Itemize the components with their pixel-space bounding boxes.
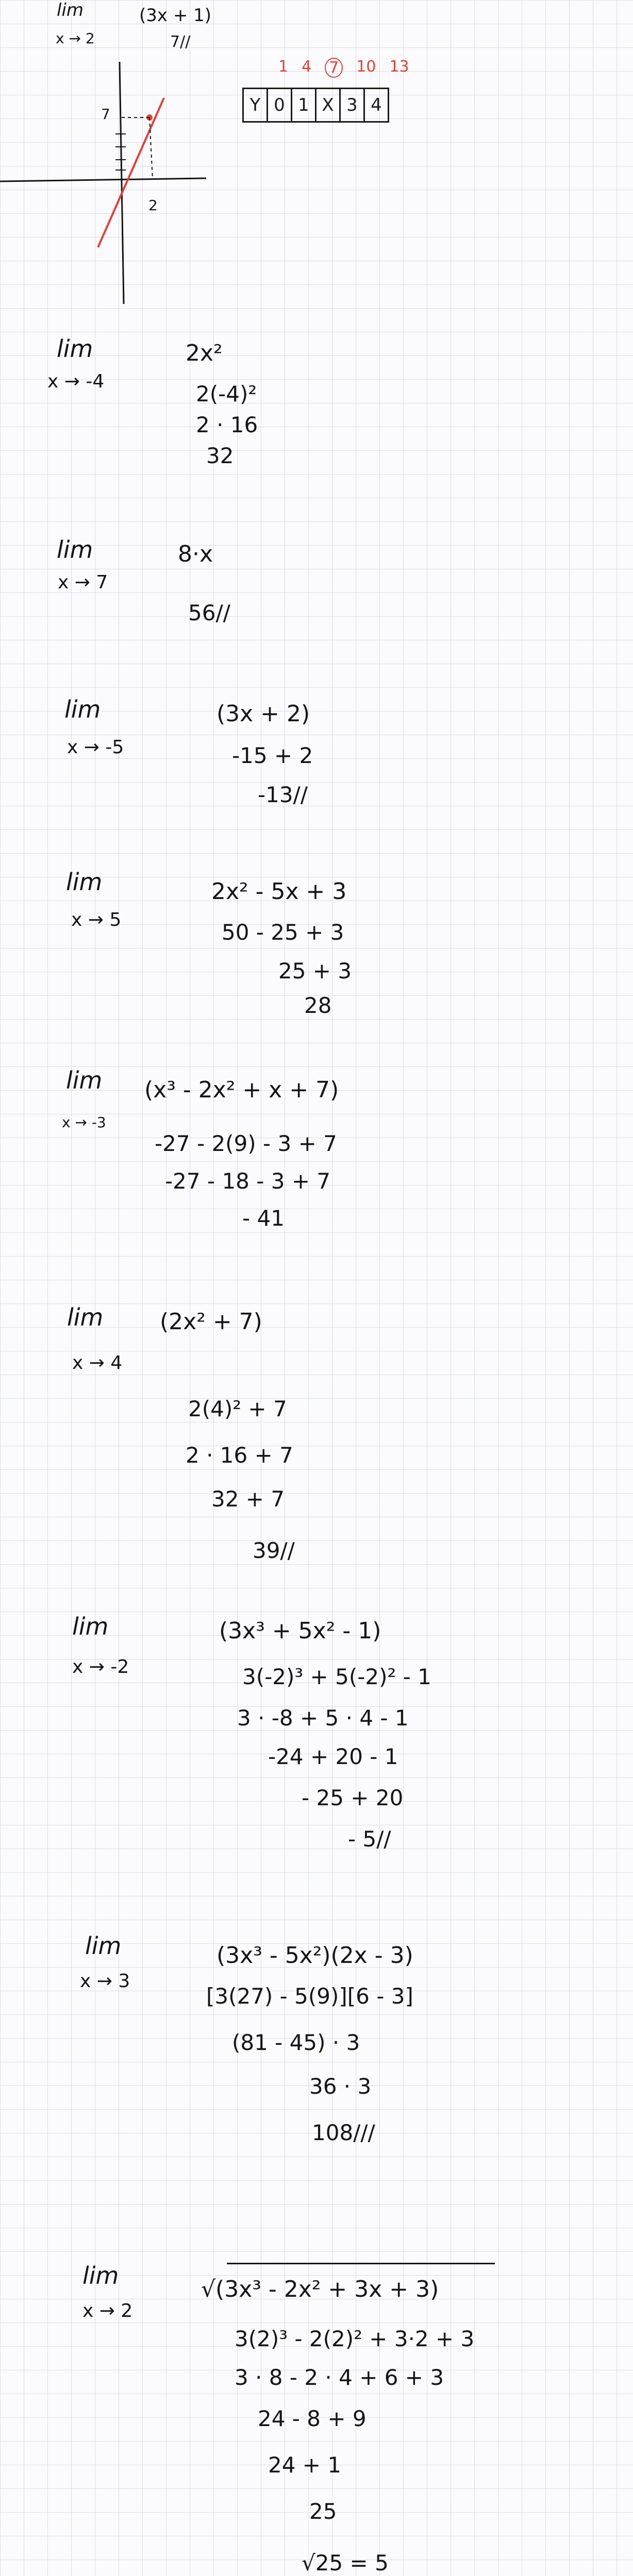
step-line: -15 + 2 [232,743,313,768]
problem-8 [0,1602,633,1922]
step-line: 2 · 16 [196,412,258,437]
limit-subscript: x → -4 [47,371,105,392]
limit-result: 7// [170,33,191,51]
table-top-value: 4 [302,58,312,76]
limit-subscript: x → 3 [80,1971,130,1992]
lim-label: lim [64,696,101,723]
limit-expression: 2x² - 5x + 3 [211,878,347,905]
lim-label: lim [67,1303,104,1331]
step-line: 3(2)³ - 2(2)² + 3·2 + 3 [235,2326,475,2351]
problem-10 [0,2236,633,2576]
limit-expression: 2x² [186,340,223,366]
limit-expression: (3x³ + 5x² - 1) [219,1618,381,1644]
problem-5 [0,858,633,1054]
table-top-value: 10 [356,58,376,76]
table-top-value: 1 [278,58,289,76]
lim-label: lim [66,1066,103,1094]
limit-expression: (x³ - 2x² + x + 7) [144,1077,339,1103]
problem-7 [0,1293,633,1582]
lim-label: lim [85,1932,122,1960]
step-line: -27 - 2(9) - 3 + 7 [155,1131,337,1156]
problem-3 [0,526,633,659]
y-tick-label: 7 [101,106,110,123]
step-line: 24 + 1 [268,2452,342,2478]
limit-subscript: x → -2 [72,1656,129,1677]
y-axis [120,62,124,304]
lim-label: lim [57,0,84,21]
table-cell: 1 [292,89,316,121]
step-line: [3(27) - 5(9)][6 - 3] [206,1984,413,2009]
step-line: 32 + 7 [211,1486,285,1512]
limit-expression: 8·x [178,541,213,567]
step-line: - 41 [242,1206,285,1231]
limit-subscript: x → 2 [82,2300,133,2321]
step-line: -27 - 18 - 3 + 7 [165,1168,331,1194]
value-table [242,88,389,123]
lim-label: lim [66,868,103,896]
step-line: - 25 + 20 [302,1785,404,1810]
problem-2 [0,319,633,515]
limit-subscript: x → 7 [58,572,108,593]
line-graph [0,62,216,309]
sqrt-overline [227,2263,495,2264]
limit-subscript: x → -3 [62,1114,106,1131]
lim-label: lim [57,335,93,363]
x-axis [0,178,206,181]
problem-4 [0,685,633,840]
table-cell: Y [244,89,268,121]
limit-subscript: x → 5 [71,909,122,930]
step-line: 3 · 8 - 2 · 4 + 6 + 3 [235,2365,444,2390]
x-tick-label: 2 [148,197,158,214]
step-line: 36 · 3 [309,2074,372,2099]
step-line: 28 [304,993,332,1018]
lim-label: lim [82,2262,119,2290]
step-line: 25 + 3 [278,958,352,984]
table-top-value: 13 [389,58,409,76]
limit-expression: (3x + 1) [139,5,212,26]
step-line: 3(-2)³ + 5(-2)² - 1 [242,1664,431,1689]
table-top-value-circled: 7 [325,58,343,78]
problem-6 [0,1056,633,1283]
table-cell: 0 [268,89,292,121]
problem-1 [0,0,633,309]
step-line: 2(-4)² [196,381,257,406]
step-line: - 5// [348,1826,391,1852]
lim-label: lim [57,536,93,564]
step-line: -24 + 20 - 1 [268,1744,398,1769]
limit-expression: √(3x³ - 2x² + 3x + 3) [201,2276,439,2302]
step-line: 2 · 16 + 7 [186,1443,293,1468]
step-line: 39// [253,1538,295,1563]
step-line: (81 - 45) · 3 [232,2030,360,2055]
table-cell: X [316,89,341,121]
limit-expression: (3x³ - 5x²)(2x - 3) [216,1942,413,1969]
limit-subscript: x → 4 [72,1352,123,1374]
step-line: 2(4)² + 7 [188,1396,287,1421]
limit-subscript: x → 2 [56,30,95,47]
limit-expression: (2x² + 7) [160,1309,262,1335]
table-cell: 4 [371,95,382,115]
step-line: 56// [188,600,230,625]
limit-subscript: x → -5 [67,737,124,758]
step-line: 24 - 8 + 9 [258,2406,367,2431]
step-line: 108/// [312,2120,375,2145]
table-top-values [278,58,409,78]
step-line: 3 · -8 + 5 · 4 - 1 [237,1705,409,1731]
table-cell: 3 [341,89,365,121]
lim-label: lim [72,1613,109,1640]
problem-9 [0,1922,633,2210]
step-line: 25 [309,2499,337,2524]
step-line: 32 [206,443,234,468]
limit-expression: (3x + 2) [216,701,310,727]
step-line: 50 - 25 + 3 [222,920,344,945]
step-line: √25 = 5 [302,2550,389,2575]
step-line: -13// [258,782,308,807]
